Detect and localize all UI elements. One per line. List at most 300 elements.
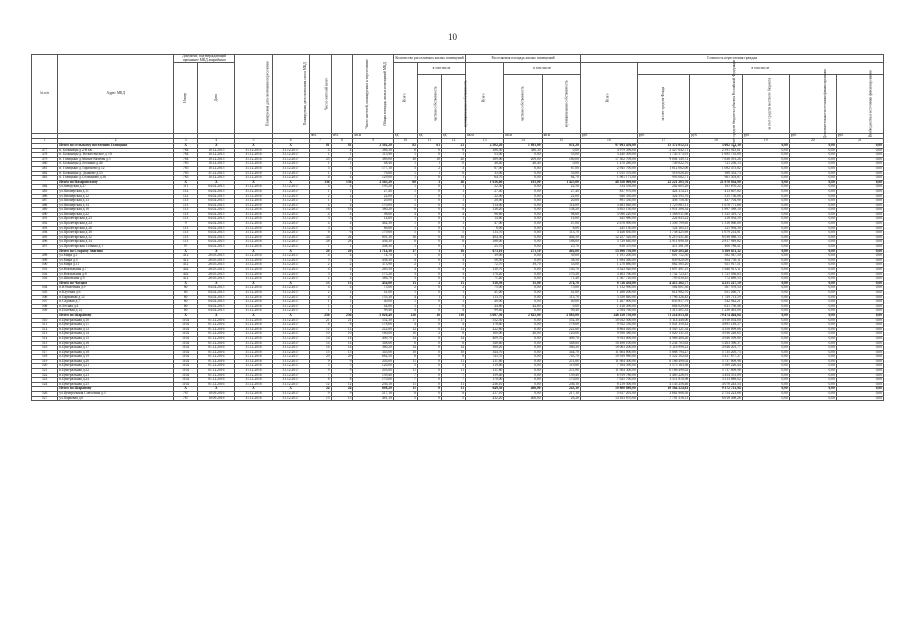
residents-cell: 8	[309, 378, 331, 383]
cost-extra-cell: 0,00	[789, 166, 836, 171]
doc-number-cell: 1102	[174, 378, 198, 383]
rooms-private-cell: 1	[417, 304, 441, 309]
cost-local-cell: 0,00	[742, 199, 789, 204]
doc-number-cell: 412	[174, 254, 198, 259]
plan-demolition-cell: 31.12.2017	[272, 254, 309, 259]
rooms-municipal-cell: 1	[441, 254, 465, 259]
residents-cell: 1	[309, 245, 331, 250]
area-total-cell: 14,60	[353, 217, 393, 222]
rooms-private-cell: 1	[417, 171, 441, 176]
residents-planned-cell: 20	[331, 249, 353, 254]
rooms-municipal-cell: 4	[441, 323, 465, 328]
rooms-municipal-cell: 20	[441, 157, 465, 162]
doc-number-cell: 784	[174, 148, 198, 153]
doc-number-cell: 97	[174, 245, 198, 250]
residents-cell: 1	[309, 199, 331, 204]
address-cell: ул.Пролетарская д.26	[58, 226, 174, 231]
cost-total-cell: 11 904 300,00	[580, 359, 637, 364]
cost-extra2-cell: 0,00	[836, 359, 883, 364]
cost-local-cell: 0,00	[742, 157, 789, 162]
rooms-private-cell: 0	[417, 194, 441, 199]
area-private-cell: 0,00	[504, 203, 542, 208]
header-area-sum: Всего	[466, 63, 504, 134]
residents-cell: 4	[309, 295, 331, 300]
row-number: 511	[32, 323, 58, 328]
area-sum-cell: 3 697,50	[466, 313, 504, 318]
doc-date-cell: 10.12.2015	[198, 157, 235, 162]
area-private-cell: 0,00	[504, 346, 542, 351]
cost-fund-cell: 1 356 799,65	[637, 222, 689, 227]
area-total-cell: 48,40	[353, 162, 393, 167]
area-private-cell: 386,30	[504, 148, 542, 153]
cost-fund-cell: 993 082,71	[637, 176, 689, 181]
column-number: 4	[198, 138, 235, 143]
cost-extra-cell: 0,00	[789, 245, 836, 250]
rooms-municipal-cell: 0	[441, 304, 465, 309]
cost-fund-cell: 3 465 228,91	[637, 373, 689, 378]
doc-number-cell: 442	[174, 272, 198, 277]
cost-extra2-cell: 0,00	[836, 231, 883, 236]
address-cell: ул.Пионерская д.11	[58, 189, 174, 194]
cost-local-cell: 0,00	[742, 346, 789, 351]
doc-number-cell: 60	[174, 295, 198, 300]
rooms-municipal-cell: 8	[441, 355, 465, 360]
row-number: 502	[32, 272, 58, 277]
cost-total-cell: 5 617 201,00	[580, 392, 637, 397]
cost-local-cell: 0,00	[742, 387, 789, 392]
residents-planned-cell: 4	[331, 185, 353, 190]
plan-demolition-cell: 31.12.2017	[272, 157, 309, 162]
rooms-private-cell: 0	[417, 189, 441, 194]
rooms-total-cell: 3	[393, 277, 417, 282]
area-total-cell: 170,00	[353, 378, 393, 383]
address-cell: ул.Центральная Совхозная д.3	[58, 392, 174, 397]
residents-cell: 1	[309, 153, 331, 158]
row-number: 497	[32, 245, 58, 250]
rooms-municipal-cell: 14	[441, 336, 465, 341]
cost-total-cell: 1 418 390,00	[580, 304, 637, 309]
row-number: 494	[32, 231, 58, 236]
residents-planned-cell: 9	[331, 369, 353, 374]
rooms-municipal-cell: 5	[441, 364, 465, 369]
plan-demolition-cell: X	[272, 387, 309, 392]
cost-subject-cell: 161 870,22	[690, 185, 742, 190]
area-total-cell: 436,30	[353, 240, 393, 245]
doc-number-cell: 784	[174, 157, 198, 162]
area-sum-cell: 20,00	[466, 199, 504, 204]
cost-extra2-cell: 0,00	[836, 226, 883, 231]
plan-demolition-cell: 31.12.2017	[272, 369, 309, 374]
cost-fund-cell: 4 505 121,34	[637, 327, 689, 332]
cost-subject-cell: 1 678 771,68	[690, 203, 742, 208]
doc-number-cell: 1102	[174, 373, 198, 378]
area-total-cell: 159,40	[353, 373, 393, 378]
cost-subject-cell: 4 946 201,77	[690, 346, 742, 351]
residents-cell: 2	[309, 290, 331, 295]
area-total-cell: 27,40	[353, 189, 393, 194]
doc-date-cell: 01.12.2016	[198, 373, 235, 378]
cost-subject-cell: 5 263 396,37	[690, 341, 742, 346]
residents-planned-cell: 1	[331, 245, 353, 250]
area-private-cell: 35,00	[504, 281, 542, 286]
area-total-cell: 380,20	[353, 208, 393, 213]
residents-planned-cell: 12	[331, 382, 353, 387]
cost-extra2-cell: 0,00	[836, 281, 883, 286]
doc-date-cell: 01.12.2016	[198, 323, 235, 328]
cost-extra2-cell: 0,00	[836, 286, 883, 291]
cost-subject-cell: 5 737 809,98	[690, 359, 742, 364]
cost-subject-cell: 1 695 735,09	[690, 153, 742, 158]
area-sum-cell: 71,40	[466, 277, 504, 282]
cost-fund-cell: 682 585,20	[637, 263, 689, 268]
rooms-municipal-cell: 3	[441, 166, 465, 171]
residents-cell: 3	[309, 272, 331, 277]
cost-subject-cell: 1 318 060,00	[690, 222, 742, 227]
rooms-total-cell: 82	[393, 143, 417, 148]
residents-planned-cell: 14	[331, 341, 353, 346]
plan-relocation-cell: X	[235, 387, 272, 392]
row-number: 507	[32, 300, 58, 305]
rooms-municipal-cell: 1	[441, 263, 465, 268]
rooms-private-cell: 0	[417, 272, 441, 277]
plan-relocation-cell: 31.12.2016	[235, 341, 272, 346]
row-number: 496	[32, 240, 58, 245]
cost-local-cell: 0,00	[742, 189, 789, 194]
cost-local-cell: 0,00	[742, 392, 789, 397]
residents-cell: 16	[309, 208, 331, 213]
cost-subject-cell: 4 936 248,65	[690, 332, 742, 337]
plan-demolition-cell: 31.12.2017	[272, 258, 309, 263]
column-number: 2	[58, 138, 174, 143]
cost-local-cell: 0,00	[742, 231, 789, 236]
column-number: 15	[542, 138, 580, 143]
residents-planned-cell: 1	[331, 153, 353, 158]
cost-subject-cell: 4 891 149,57	[690, 323, 742, 328]
plan-demolition-cell: 31.12.2017	[272, 245, 309, 250]
plan-demolition-cell: 31.12.2017	[272, 396, 309, 401]
cost-subject-cell: 70 474 464,04	[690, 313, 742, 318]
rooms-total-cell: 1	[393, 226, 417, 231]
row-number: 493	[32, 226, 58, 231]
row-number: 504	[32, 286, 58, 291]
area-private-cell: 0,00	[504, 240, 542, 245]
rooms-total-cell: 2	[393, 286, 417, 291]
address-cell: ул.Пионерская д.22	[58, 212, 174, 217]
rooms-private-cell: 0	[417, 318, 441, 323]
rooms-total-cell: 1	[393, 290, 417, 295]
residents-cell: 4	[309, 286, 331, 291]
rooms-total-cell: 8	[393, 240, 417, 245]
rooms-municipal-cell: 0	[441, 148, 465, 153]
cost-total-cell: 1 567 720,00	[580, 277, 637, 282]
cost-extra2-cell: 0,00	[836, 235, 883, 240]
cost-extra2-cell: 0,00	[836, 258, 883, 263]
row-number: 503	[32, 277, 58, 282]
rooms-total-cell: 1	[393, 300, 417, 305]
header-num: № п/п	[32, 55, 58, 134]
plan-demolition-cell: 31.12.2017	[272, 226, 309, 231]
cost-extra2-cell: 0,00	[836, 245, 883, 250]
doc-date-cell: 04.02.2015	[198, 222, 235, 227]
area-private-cell: 406,00	[504, 396, 542, 401]
area-sum-cell: 310,50	[466, 281, 504, 286]
rooms-municipal-cell: 16	[441, 235, 465, 240]
address-cell: п. Голицыно д.Тарасково д.12	[58, 166, 174, 171]
doc-date-cell: X	[198, 143, 235, 148]
rooms-private-cell: 0	[417, 153, 441, 158]
cost-extra-cell: 0,00	[789, 143, 836, 148]
address-cell: ул.Пролетарская д.34	[58, 240, 174, 245]
rooms-total-cell: 4	[393, 268, 417, 273]
area-total-cell: 5 026,40	[353, 313, 393, 318]
cost-extra-cell: 0,00	[789, 313, 836, 318]
doc-date-cell: 04.02.2015	[198, 309, 235, 314]
area-total-cell: 74,70	[353, 254, 393, 259]
doc-number-cell: 785	[174, 171, 198, 176]
cost-fund-cell: 4 986 400,20	[637, 336, 689, 341]
rooms-private-cell: 16	[417, 313, 441, 318]
area-private-cell: 44,80	[504, 304, 542, 309]
area-sum-cell: 348,60	[466, 341, 504, 346]
row-number: 515	[32, 341, 58, 346]
rooms-private-cell: 0	[417, 258, 441, 263]
row-number: 527	[32, 396, 58, 401]
residents-cell: 12	[309, 382, 331, 387]
area-sum-cell: 188,00	[466, 240, 504, 245]
column-number: 5	[235, 138, 272, 143]
area-sum-cell: 130,70	[466, 268, 504, 273]
address-cell: п.Центральная д.18	[58, 350, 174, 355]
address-cell: п.Центральная д.14	[58, 332, 174, 337]
rooms-total-cell: 7	[393, 378, 417, 383]
cost-extra-cell: 0,00	[789, 341, 836, 346]
residents-planned-cell: 8	[331, 323, 353, 328]
area-sum-cell: 99,40	[466, 309, 504, 314]
rooms-total-cell: 6	[393, 392, 417, 397]
cost-extra2-cell: 0,00	[836, 222, 883, 227]
cost-local-cell: 0,00	[742, 208, 789, 213]
cost-local-cell: 0,00	[742, 396, 789, 401]
cost-fund-cell: 1 745 573,91	[637, 153, 689, 158]
plan-relocation-cell: 31.12.2016	[235, 245, 272, 250]
area-private-cell: 406,00	[504, 387, 542, 392]
cost-subject-cell: 1 749 713,59	[690, 295, 742, 300]
unit-cell: руб.	[742, 134, 789, 139]
cost-extra2-cell: 0,00	[836, 346, 883, 351]
cost-subject-cell: 772 689,55	[690, 277, 742, 282]
cost-extra-cell: 0,00	[789, 199, 836, 204]
cost-extra2-cell: 0,00	[836, 295, 883, 300]
address-cell: Итого по Назаровскому	[58, 180, 174, 185]
plan-demolition-cell: 31.12.2017	[272, 222, 309, 227]
area-total-cell: 222,60	[353, 327, 393, 332]
plan-demolition-cell: 31.12.2017	[272, 332, 309, 337]
cost-total-cell: 3 483 840,00	[580, 203, 637, 208]
cost-total-cell: 2 594 760,00	[580, 309, 637, 314]
rooms-private-cell: 0	[417, 268, 441, 273]
plan-demolition-cell: 31.12.2017	[272, 323, 309, 328]
rooms-municipal-cell: 1	[441, 300, 465, 305]
cost-extra2-cell: 0,00	[836, 171, 883, 176]
plan-demolition-cell: 31.12.2017	[272, 355, 309, 360]
residents-cell: 1	[309, 309, 331, 314]
residents-planned-cell: 4	[331, 295, 353, 300]
rooms-total-cell: 14	[393, 336, 417, 341]
address-cell: ул.Пролетарская д.23	[58, 217, 174, 222]
cost-extra-cell: 0,00	[789, 323, 836, 328]
area-municipal-cell: 25,70	[542, 245, 580, 250]
row-number: 509	[32, 309, 58, 314]
residents-planned-cell: 4	[331, 176, 353, 181]
area-sum-cell: 389,00	[466, 157, 504, 162]
area-sum-cell: 113,70	[466, 231, 504, 236]
doc-number-cell: 1102	[174, 359, 198, 364]
doc-date-cell: 04.02.2015	[198, 226, 235, 231]
doc-number-cell: 412	[174, 263, 198, 268]
area-total-cell: 160,00	[353, 332, 393, 337]
row-number: 518	[32, 355, 58, 360]
cost-extra2-cell: 0,00	[836, 313, 883, 318]
cost-subject-cell: 4 076 243,54	[690, 382, 742, 387]
cost-extra-cell: 0,00	[789, 277, 836, 282]
residents-planned-cell: 10	[331, 332, 353, 337]
doc-date-cell: 28.05.2015	[198, 268, 235, 273]
cost-extra-cell: 0,00	[789, 318, 836, 323]
unit-cell: чел.	[309, 134, 331, 139]
rooms-total-cell: 1	[393, 176, 417, 181]
area-municipal-cell: 113,70	[542, 295, 580, 300]
rooms-private-cell: 0	[417, 396, 441, 401]
area-total-cell: 177,10	[353, 166, 393, 171]
cost-local-cell: 0,00	[742, 281, 789, 286]
cost-total-cell: 640 330,00	[580, 194, 637, 199]
cost-fund-cell: 1 697 491,15	[637, 268, 689, 273]
rooms-municipal-cell: 4	[441, 268, 465, 273]
residents-planned-cell: 2	[331, 263, 353, 268]
cost-total-cell: 10 032 500,00	[580, 318, 637, 323]
address-cell: п. Больницы д.Леонино д.46	[58, 162, 174, 167]
rooms-municipal-cell: 7	[441, 378, 465, 383]
rooms-total-cell: 17	[393, 318, 417, 323]
cost-extra-cell: 0,00	[789, 185, 836, 190]
cost-extra-cell: 0,00	[789, 240, 836, 245]
cost-local-cell: 0,00	[742, 162, 789, 167]
doc-number-cell: X	[174, 281, 198, 286]
area-private-cell: 40,00	[504, 332, 542, 337]
rooms-municipal-cell: 4	[441, 258, 465, 263]
plan-relocation-cell: 31.12.2016	[235, 277, 272, 282]
cost-local-cell: 0,00	[742, 176, 789, 181]
cost-fund-cell: 124 165,21	[637, 226, 689, 231]
cost-subject-cell: 582 947,50	[690, 254, 742, 259]
doc-date-cell: 04.02.2015	[198, 199, 235, 204]
unit-cell: руб.	[637, 134, 689, 139]
cost-fund-cell: 324 593,76	[637, 194, 689, 199]
residents-cell: 9	[309, 369, 331, 374]
cost-local-cell: 0,00	[742, 350, 789, 355]
column-number: 7	[309, 138, 331, 143]
area-sum-cell: 743,70	[466, 355, 504, 360]
row-number: 510	[32, 318, 58, 323]
cost-subject-cell: 1 238 461,00	[690, 309, 742, 314]
address-cell: ул.Пионерская д.14	[58, 203, 174, 208]
cost-local-cell: 0,00	[742, 226, 789, 231]
cost-total-cell: 19 800 880,00	[580, 387, 637, 392]
cost-subject-cell: 5 735 205,73	[690, 350, 742, 355]
area-sum-cell: 47,00	[466, 222, 504, 227]
area-private-cell: 0,00	[504, 199, 542, 204]
area-municipal-cell: 217,10	[542, 392, 580, 397]
cost-subject-cell: 2 754 223,68	[690, 392, 742, 397]
row-number: 521	[32, 369, 58, 374]
area-municipal-cell: 41,00	[542, 290, 580, 295]
cost-extra-cell: 0,00	[789, 148, 836, 153]
cost-extra-cell: 0,00	[789, 231, 836, 236]
area-total-cell: 691,30	[353, 235, 393, 240]
address-cell: п. Больницы д. Дьяково д.55	[58, 171, 174, 176]
rooms-municipal-cell: 10	[441, 350, 465, 355]
cost-extra-cell: 0,00	[789, 382, 836, 387]
plan-demolition-cell: 31.12.2017	[272, 148, 309, 153]
cost-local-cell: 0,00	[742, 323, 789, 328]
cost-extra2-cell: 0,00	[836, 300, 883, 305]
cost-total-cell: 6 919 780,00	[580, 373, 637, 378]
rooms-private-cell: 1	[417, 263, 441, 268]
address-cell: ул.Пролетарская д.32	[58, 235, 174, 240]
rooms-total-cell: 4	[393, 323, 417, 328]
rooms-municipal-cell: 1	[441, 222, 465, 227]
row-number: 478	[32, 153, 58, 158]
address-cell: п. Голицыно д.Малые Вяземы д.5	[58, 157, 174, 162]
column-number: 14	[504, 138, 542, 143]
area-total-cell: 386,70	[353, 277, 393, 282]
address-cell: п.Центральная д.23	[58, 373, 174, 378]
cost-fund-cell: 22 221 205,76	[637, 180, 689, 185]
cost-local-cell: 0,00	[742, 235, 789, 240]
residents-cell: 14	[309, 341, 331, 346]
doc-date-cell: 04.02.2015	[198, 240, 235, 245]
plan-relocation-cell: 31.12.2016	[235, 295, 272, 300]
cost-extra2-cell: 0,00	[836, 194, 883, 199]
area-sum-cell: 432,20	[466, 396, 504, 401]
cost-subject-cell: 580 333,73	[690, 171, 742, 176]
rooms-private-cell: 2	[417, 281, 441, 286]
cost-subject-cell: 834 739,11	[690, 258, 742, 263]
area-total-cell: 360,20	[353, 346, 393, 351]
cost-fund-cell: 795 030,45	[637, 277, 689, 282]
cost-fund-cell: 6 166 490,02	[637, 359, 689, 364]
residents-cell: 4	[309, 212, 331, 217]
unit-cell: руб.	[789, 134, 836, 139]
doc-number-cell: 1102	[174, 369, 198, 374]
area-sum-cell: 170,00	[466, 378, 504, 383]
area-municipal-cell: 188,00	[542, 240, 580, 245]
area-total-cell: 86,80	[353, 226, 393, 231]
doc-date-cell: 04.02.2015	[198, 245, 235, 250]
address-cell: ул.Школьная д.9	[58, 277, 174, 282]
cost-extra2-cell: 0,00	[836, 304, 883, 309]
area-total-cell: 481,10	[353, 396, 393, 401]
area-private-cell: 0,00	[504, 373, 542, 378]
area-total-cell: 170,00	[353, 203, 393, 208]
header-plan-relocation: Планируемая дата окончания переселения	[235, 55, 272, 134]
area-municipal-cell: 71,40	[542, 277, 580, 282]
residents-cell: 25	[309, 157, 331, 162]
rooms-total-cell: 11	[393, 382, 417, 387]
doc-number-cell: X	[174, 387, 198, 392]
area-sum-cell: 114,00	[466, 203, 504, 208]
doc-date-cell: 04.02.2015	[198, 189, 235, 194]
